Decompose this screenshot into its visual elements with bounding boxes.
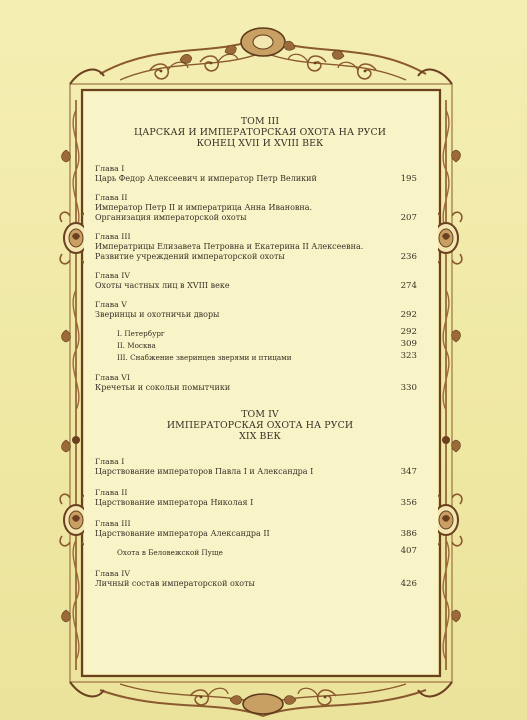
- chapter-label: Глава V: [95, 300, 127, 309]
- chapter-title: Императрицы Елизавета Петровна и Екатерина II Алексеевна.: [95, 242, 364, 251]
- chapter-title: Император Петр II и императрица Анна Ивановна.: [95, 203, 313, 212]
- chapter-label: Глава VI: [95, 373, 130, 382]
- chapter-label: Глава III: [95, 232, 131, 241]
- bottom-ornament: [70, 682, 452, 716]
- volume-period: КОНЕЦ XVII И XVIII ВЕК: [196, 138, 324, 149]
- chapter-title: Царствование императора Николая I: [95, 498, 254, 507]
- volume-heading: [95, 116, 425, 149]
- volume-number: ТОМ IV: [241, 409, 279, 420]
- toc-subentry[interactable]: [95, 353, 425, 362]
- page-number: 236: [400, 252, 417, 262]
- top-ornament: [70, 28, 452, 84]
- toc-entry[interactable]: [95, 373, 425, 393]
- toc-entry[interactable]: [95, 232, 425, 262]
- table-of-contents: [95, 110, 425, 589]
- page-number: 274: [400, 281, 417, 291]
- toc-entry[interactable]: [95, 519, 425, 539]
- chapter-title: Царь Федор Алексеевич и император Петр Великий: [95, 174, 317, 183]
- toc-entry[interactable]: [95, 164, 425, 184]
- chapter-title: Зверинцы и охотничьи дворы: [95, 310, 220, 319]
- toc-subentry[interactable]: [95, 329, 425, 338]
- page-number: 386: [400, 529, 417, 539]
- chapter-title: Развитие учреждений императорской охоты: [95, 252, 285, 261]
- page-number: 309: [400, 339, 417, 349]
- page-number: 195: [400, 174, 417, 184]
- chapter-title: Личный состав императорской охоты: [95, 579, 255, 588]
- chapter-title: Царствование императоров Павла I и Александра I: [95, 467, 314, 476]
- page-number: 356: [400, 498, 417, 508]
- subentry-title: I. Петербург: [117, 329, 165, 338]
- chapter-label: Глава II: [95, 193, 128, 202]
- subentry-title: Охота в Беловежской Пуще: [117, 548, 223, 557]
- page-number: 347: [400, 467, 417, 477]
- page-number: 330: [400, 383, 417, 393]
- toc-entry[interactable]: [95, 300, 425, 320]
- page-number: 207: [400, 213, 417, 223]
- chapter-title: Охоты частных лиц в XVIII веке: [95, 281, 230, 290]
- subentry-title: III. Снабжение зверинцев зверями и птицами: [117, 353, 292, 362]
- page-number: 426: [400, 579, 417, 589]
- subentry-title: II. Москва: [117, 341, 156, 350]
- chapter-title: Кречетьи и сокольи помытчики: [95, 383, 231, 392]
- page-number: 323: [400, 351, 417, 361]
- toc-subentry[interactable]: [95, 341, 425, 350]
- page-number: 292: [400, 327, 417, 337]
- volume-title: ИМПЕРАТОРСКАЯ ОХОТА НА РУСИ: [166, 420, 354, 431]
- toc-entry[interactable]: [95, 193, 425, 223]
- toc-entry[interactable]: [95, 569, 425, 589]
- volume-heading: [95, 409, 425, 442]
- chapter-label: Глава I: [95, 457, 125, 466]
- chapter-label: Глава IV: [95, 271, 130, 280]
- chapter-label: Глава IV: [95, 569, 130, 578]
- volume-period: XIX ВЕК: [239, 431, 281, 442]
- page-number: 407: [400, 546, 417, 556]
- chapter-label: Глава II: [95, 488, 128, 497]
- toc-entry[interactable]: [95, 457, 425, 477]
- toc-subentry[interactable]: [95, 548, 425, 557]
- chapter-label: Глава III: [95, 519, 131, 528]
- volume-title: ЦАРСКАЯ И ИМПЕРАТОРСКАЯ ОХОТА НА РУСИ: [133, 127, 387, 138]
- toc-entry[interactable]: [95, 271, 425, 291]
- chapter-title: Организация императорской охоты: [95, 213, 247, 222]
- chapter-label: Глава I: [95, 164, 125, 173]
- chapter-title: Царствование императора Александра II: [95, 529, 270, 538]
- volume-number: ТОМ III: [240, 116, 280, 127]
- toc-entry[interactable]: [95, 488, 425, 508]
- page-number: 292: [400, 310, 417, 320]
